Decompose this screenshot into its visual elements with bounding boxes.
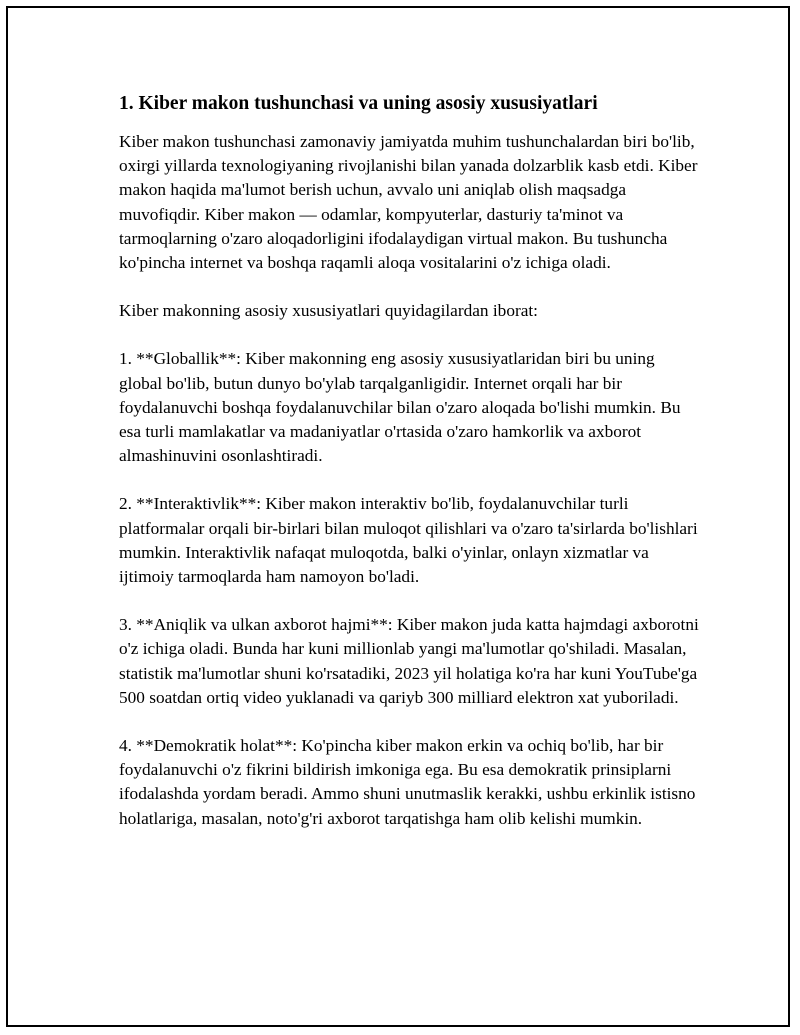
feature-globallik-paragraph: 1. **Globallik**: Kiber makonning eng asosiy xususiyatlaridan biri bu uning global bo'lib, butun dunyo bo'ylab tarqalganligidir. Internet orqali har bir foydalanuvchi boshqa foydalanuvchilar bilan o'zaro aloqada bo'lishi mumkin. Bu esa turli mamlakatlar va madaniyatlar o'rtasida o'zaro hamkorlik va axborot almashinuvini osonlashtiradi. [119, 349, 681, 466]
feature-interaktivlik-paragraph: 2. **Interaktivlik**: Kiber makon interaktiv bo'lib, foydalanuvchilar turli platformalar orqali bir-birlari bilan muloqot qilishlari va o'zaro ta'sirlarda bo'lishlari mumkin. Interaktivlik nafaqat muloqotda, balki o'yinlar, onlayn xizmatlar va ijtimoiy tarmoqlarda ham namoyon bo'ladi. [119, 494, 698, 587]
feature-demokratik-paragraph: 4. **Demokratik holat**: Ko'pincha kiber makon erkin va ochiq bo'lib, har bir foydalanuvchi o'z fikrini bildirish imkoniga ega. Bu esa demokratik prinsiplarni ifodalashda yordam beradi. Ammo shuni unutmaslik kerakki, ushbu erkinlik istisno holatlariga, masalan, noto'g'ri axborot tarqatishga ham olib kelishi mumkin. [119, 736, 696, 828]
intro-paragraph: Kiber makon tushunchasi zamonaviy jamiyatda muhim tushunchalardan biri bo'lib, oxirgi yillarda texnologiyaning rivojlanishi bilan yanada dolzarblik kasb etdi. Kiber makon haqida ma'lumot berish uchun, avvalo uni aniqlab olish maqsadga muvofiqdir. Kiber makon — odamlar, kompyuterlar, dasturiy ta'minot va tarmoqlarning o'zaro aloqadorligini ifodalaydigan virtual makon. Bu tushuncha ko'pincha internet va boshqa raqamli aloqa vositalarini o'z ichiga oladi. [119, 132, 698, 273]
feature-axborot-hajmi-paragraph: 3. **Aniqlik va ulkan axborot hajmi**: Kiber makon juda katta hajmdagi axborotni o'z ichiga oladi. Bunda har kuni millionlab yangi ma'lumotlar qo'shiladi. Masalan, statistik ma'lumotlar shuni ko'rsatadiki, 2023 yil holatiga ko'ra har kuni YouTube'ga 500 soatdan ortiq video yuklanadi va qariyb 300 milliard elektron xat yuboriladi. [119, 615, 699, 707]
features-intro-paragraph: Kiber makonning asosiy xususiyatlari quyidagilardan iborat: [119, 301, 538, 321]
document-body [119, 92, 699, 855]
section-heading: 1. Kiber makon tushunchasi va uning asosiy xususiyatlari [119, 93, 598, 114]
